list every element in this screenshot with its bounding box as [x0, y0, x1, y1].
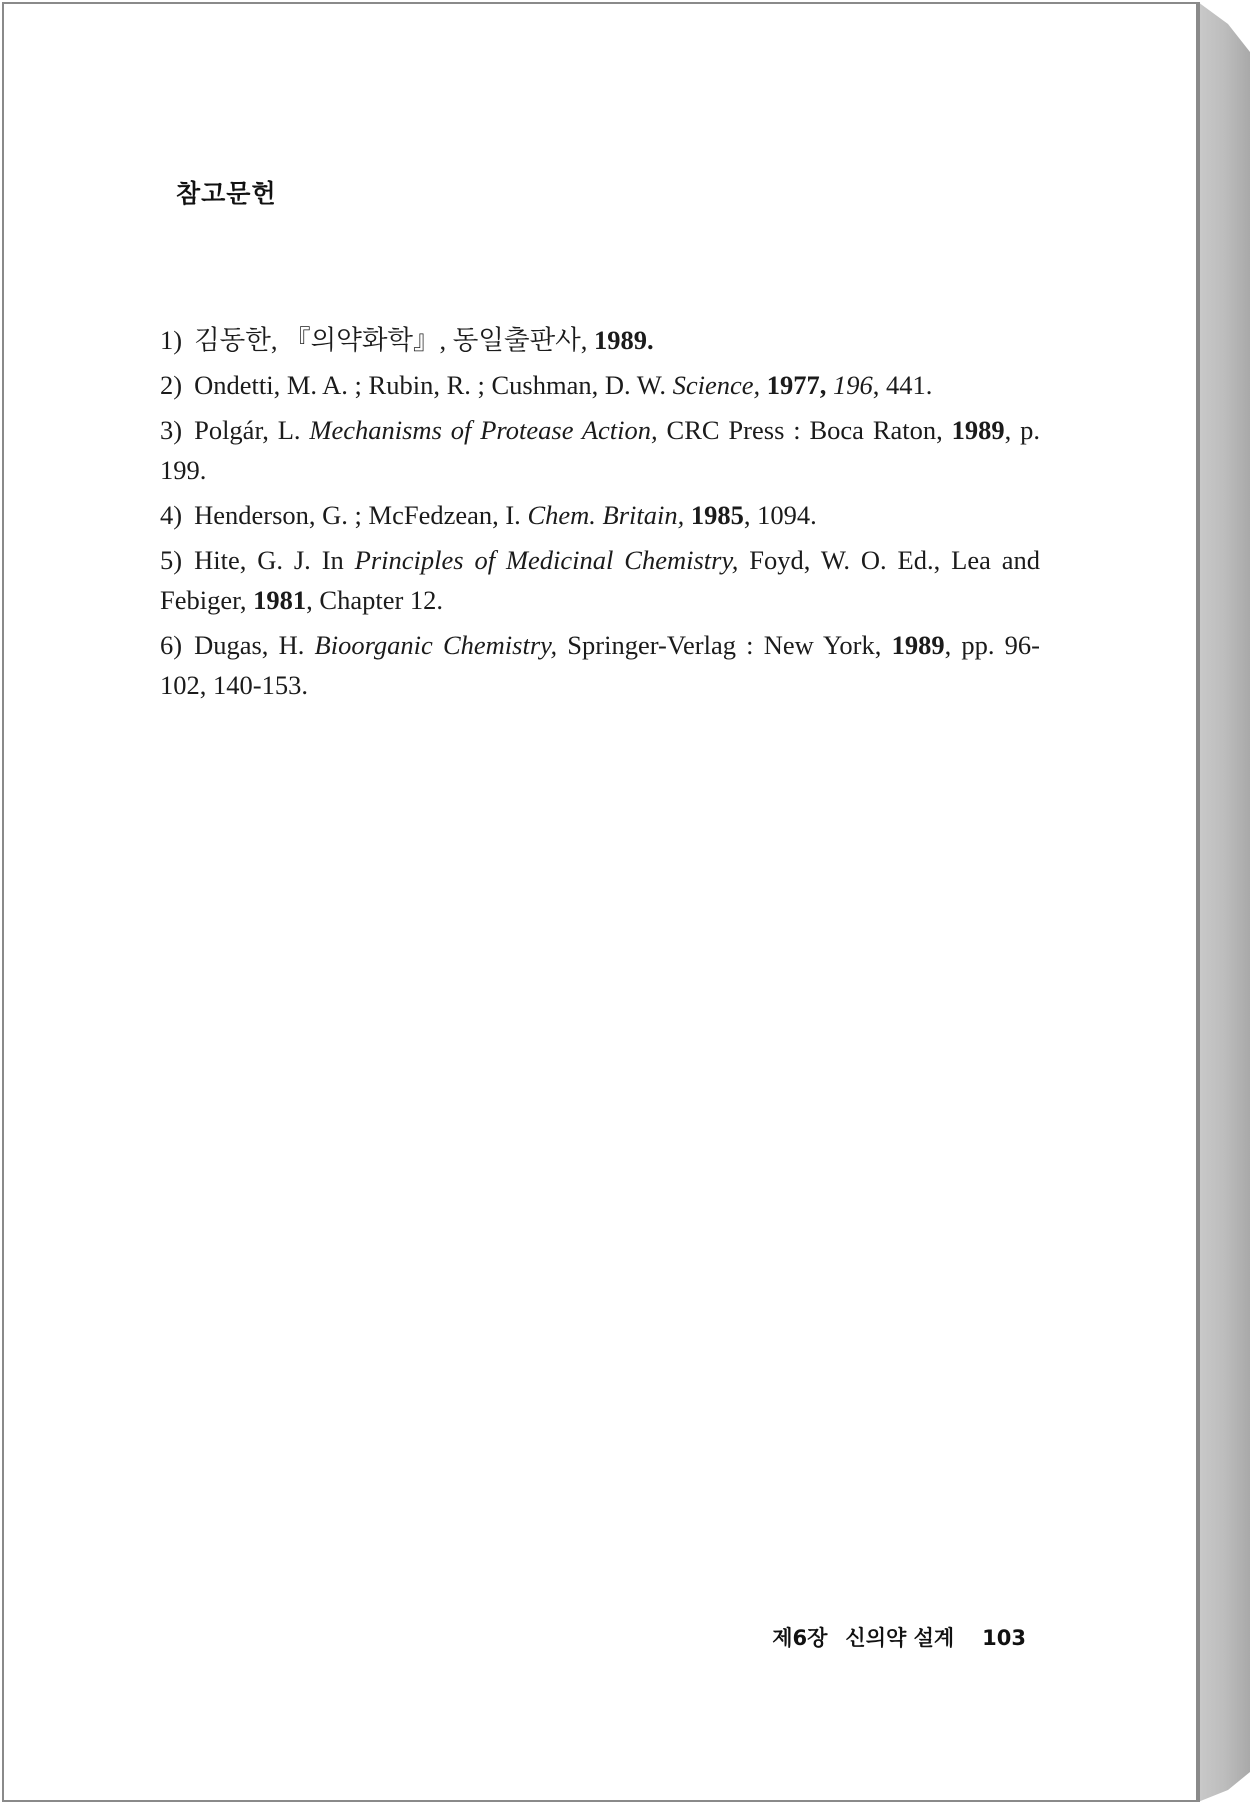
- reference-text: Foyd, W. O. Ed., Lea and Febiger,: [160, 545, 1040, 615]
- reference-number: 2): [160, 370, 183, 400]
- footer-title: 신의약 설계: [845, 1626, 955, 1650]
- reference-year: 1981: [253, 585, 307, 615]
- reference-text: Polgár, L.: [194, 415, 310, 445]
- reference-year: 1989.: [594, 325, 654, 355]
- reference-text: Ondetti, M. A. ; Rubin, R. ; Cushman, D. W.: [194, 370, 673, 400]
- reference-number: 6): [160, 630, 183, 660]
- reference-item: [160, 365, 1040, 405]
- document-page: [2, 2, 1198, 1802]
- page-number: 103: [982, 1626, 1026, 1650]
- reference-text: [684, 500, 691, 530]
- reference-year: 1989: [951, 415, 1005, 445]
- reference-number: 5): [160, 545, 183, 575]
- reference-item: [160, 495, 1040, 535]
- reference-italic-text: Science,: [672, 370, 761, 400]
- reference-text: Hite, G. J. In: [194, 545, 355, 575]
- reference-text: CRC Press : Boca Raton,: [657, 415, 952, 445]
- reference-italic-text: Principles of Medicinal Chemistry,: [354, 545, 739, 575]
- reference-text: Springer-Verlag : New York,: [557, 630, 892, 660]
- reference-italic-text: Mechanisms of Protease Action,: [309, 415, 658, 445]
- page-footer: [772, 1622, 1026, 1652]
- section-title: 참고문헌: [176, 179, 277, 208]
- page-edge-line: [1198, 2, 1200, 1802]
- reference-year: 1989: [891, 630, 945, 660]
- reference-item: [160, 410, 1040, 490]
- reference-year: 1977,: [766, 370, 827, 400]
- reference-text: Dugas, H.: [194, 630, 315, 660]
- reference-italic-text: 196: [833, 370, 873, 400]
- reference-italic-text: Chem. Britain,: [527, 500, 685, 530]
- reference-number: 4): [160, 500, 183, 530]
- reference-text: , p. 199.: [160, 415, 1040, 485]
- reference-text: 김동한, 『의약화학』, 동일출판사,: [194, 325, 595, 355]
- reference-text: , 1094.: [743, 500, 817, 530]
- reference-item: [160, 320, 1040, 360]
- reference-item: [160, 540, 1040, 620]
- reference-text: , pp. 96-102, 140-153.: [160, 630, 1040, 700]
- footer-chapter: 제6장: [772, 1626, 828, 1650]
- reference-text: , Chapter 12.: [306, 585, 444, 615]
- reference-item: [160, 625, 1040, 705]
- reference-text: [760, 370, 767, 400]
- reference-list: [160, 320, 1040, 710]
- reference-text: Henderson, G. ; McFedzean, I.: [194, 500, 528, 530]
- book-page-edge: [1198, 2, 1250, 1802]
- reference-number: 3): [160, 415, 183, 445]
- reference-text: , 441.: [872, 370, 933, 400]
- reference-year: 1985: [690, 500, 744, 530]
- reference-number: 1): [160, 325, 183, 355]
- reference-italic-text: Bioorganic Chemistry,: [314, 630, 558, 660]
